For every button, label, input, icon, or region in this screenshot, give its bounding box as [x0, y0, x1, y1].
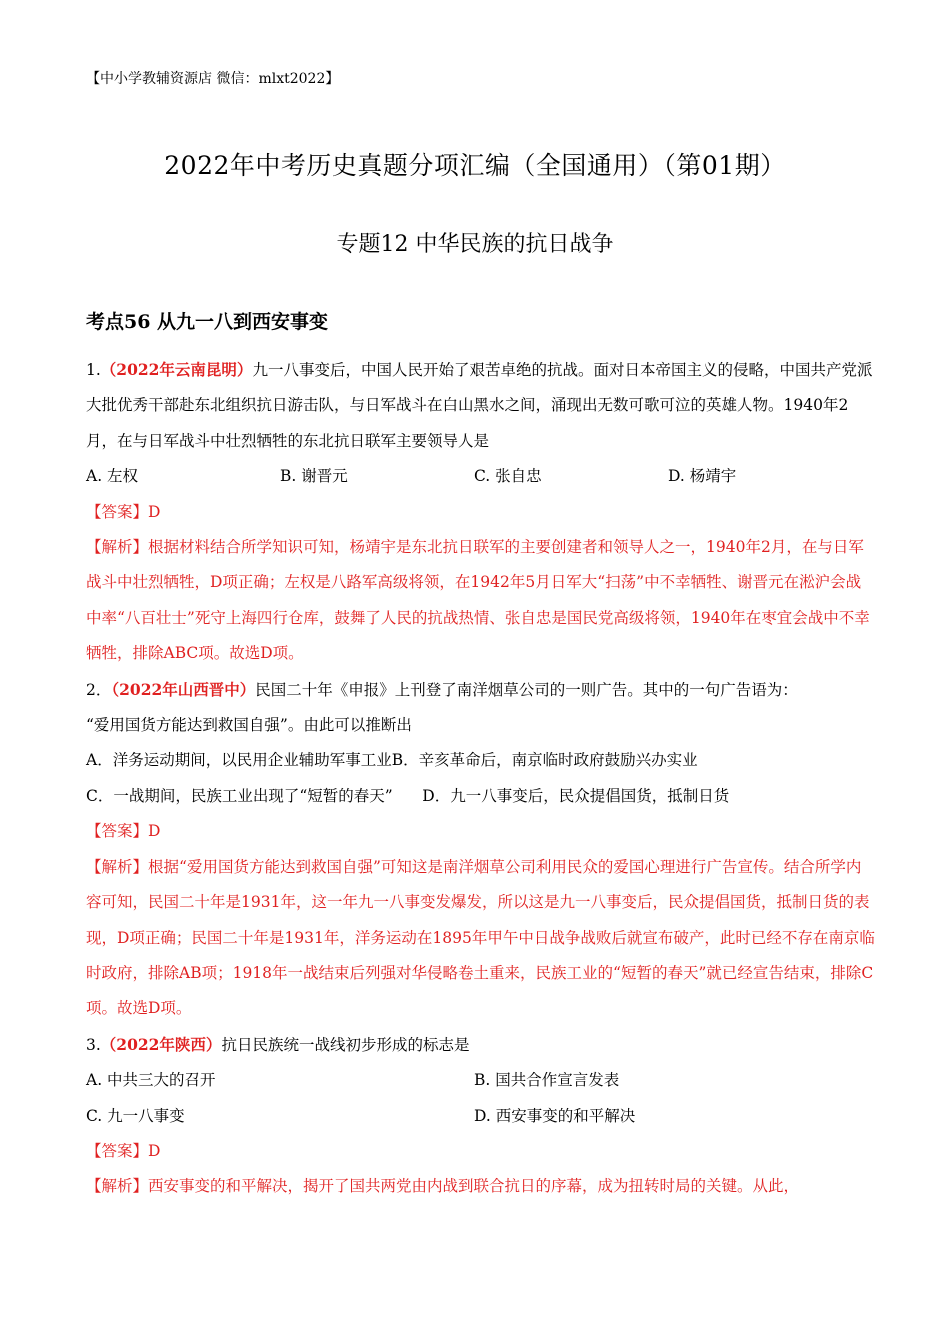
- analysis-label: 【解析】: [86, 538, 149, 557]
- question-3: [86, 1027, 876, 1205]
- option-a: A. 中共三大的召开: [86, 1071, 216, 1090]
- option-c: C. 张自忠: [474, 467, 542, 486]
- option-d: D. 西安事变的和平解决: [474, 1106, 636, 1125]
- option-c-d: [86, 779, 876, 814]
- question-stem-continued: “爱用国货方能达到救国自强”。由此可以推断出: [86, 716, 412, 735]
- option-c: C. 九一八事变: [86, 1106, 185, 1125]
- option-a: A. 左权: [86, 467, 139, 486]
- question-source: （2022年山西晋中）: [111, 679, 256, 699]
- answer-options-row-1: [86, 1063, 876, 1098]
- answer-line: [86, 495, 876, 530]
- answer-value: D: [148, 1141, 161, 1160]
- option-d: D. 杨靖宇: [668, 467, 737, 486]
- question-2: [86, 672, 876, 1027]
- analysis-text: 根据“爱用国货方能达到救国自强”可知这是南洋烟草公司利用民众的爱国心理进行广告宣传。结合所学内容可知，民国二十年是1931年，这一年九一八事变发爆发，所以这是九一八事变后，民众提倡国货，抵制日货的表现，D项正确；民国二十年是1931年，洋务运动在1895年甲午中日战争战败后就宣布破产，此时已经不存在南京临时政府，排除AB项；1918年一战结束后列强对华侵略卷土重来，民族工业的“短暂的春天”就已经宣告结束，排除C项。故选D项。: [86, 857, 875, 1018]
- question-number: 3.: [86, 1035, 101, 1054]
- question-text: 九一八事变后，中国人民开始了艰苦卓绝的抗战。面对日本帝国主义的侵略，中国共产党派大批优秀干部赴东北组织抗日游击队，与日军战斗在白山黑水之间，涌现出无数可歌可泣的英雄人物。1940年2月，在与日军战斗中壮烈牺牲的东北抗日联军主要领导人是: [86, 361, 873, 450]
- question-text: 抗日民族统一战线初步形成的标志是: [221, 1035, 470, 1054]
- analysis-text: 西安事变的和平解决，揭开了国共两党由内战到联合抗日的序幕，成为扭转时局的关键。从此，: [148, 1177, 800, 1196]
- question-source: （2022年云南昆明）: [100, 360, 253, 379]
- question-stem: [86, 672, 876, 708]
- question-list: [86, 352, 876, 1205]
- answer-options: [86, 459, 876, 494]
- analysis-paragraph: [86, 530, 876, 672]
- analysis-text: 根据材料结合所学知识可知，杨靖宇是东北抗日联军的主要创建者和领导人之一，1940年2月，在与日军战斗中壮烈牺牲，D项正确；左权是八路军高级将领，在1942年5月日军大“扫荡”中不幸牺牲、谢晋元在淞沪会战中率“八百壮士”死守上海四行仓库，鼓舞了人民的抗战热情、张自忠是国民党高级将领，1940年在枣宜会战中不幸牺牲，排除ABC项。故选D项。: [86, 538, 870, 663]
- analysis-label: 【解析】: [86, 1177, 149, 1196]
- question-number: 2．: [86, 680, 112, 699]
- answer-line: [86, 814, 876, 849]
- answer-value: D: [148, 502, 161, 521]
- question-text: 民国二十年《申报》上刊登了南洋烟草公司的一则广告。其中的一句广告语为：: [255, 680, 798, 699]
- option-d: D．九一八事变后，民众提倡国货，抵制日货: [422, 786, 730, 805]
- answer-line: [86, 1134, 876, 1169]
- option-b: B. 谢晋元: [280, 467, 348, 486]
- question-source: （2022年陕西）: [100, 1034, 222, 1054]
- analysis-paragraph: [86, 1169, 876, 1204]
- answer-label: 【答案】: [86, 1141, 149, 1160]
- answer-label: 【答案】: [86, 502, 149, 521]
- option-c: C．一战期间，民族工业出现了“短暂的春天”: [86, 786, 393, 805]
- answer-value: D: [148, 822, 161, 841]
- topic-subtitle: 专题12 中华民族的抗日战争: [336, 232, 614, 257]
- answer-options-row-2: [86, 1099, 876, 1134]
- analysis-label: 【解析】: [86, 857, 149, 876]
- option-a-b: A．洋务运动期间，以民用企业辅助军事工业B．辛亥革命后，南京临时政府鼓励兴办实业: [86, 751, 698, 770]
- question-number: 1.: [86, 361, 101, 379]
- analysis-paragraph: [86, 850, 876, 1027]
- option-b: B. 国共合作宣言发表: [474, 1071, 620, 1090]
- question-1: [86, 352, 876, 672]
- section-heading: 考点56 从九一八到西安事变: [86, 311, 329, 333]
- document-title: 2022年中考历史真题分项汇编（全国通用）（第01期）: [164, 151, 786, 180]
- header-note: 【中小学教辅资源店 微信：mlxt2022】: [86, 71, 340, 87]
- question-stem: [86, 1027, 876, 1063]
- answer-label: 【答案】: [86, 822, 149, 841]
- question-stem: [86, 352, 876, 459]
